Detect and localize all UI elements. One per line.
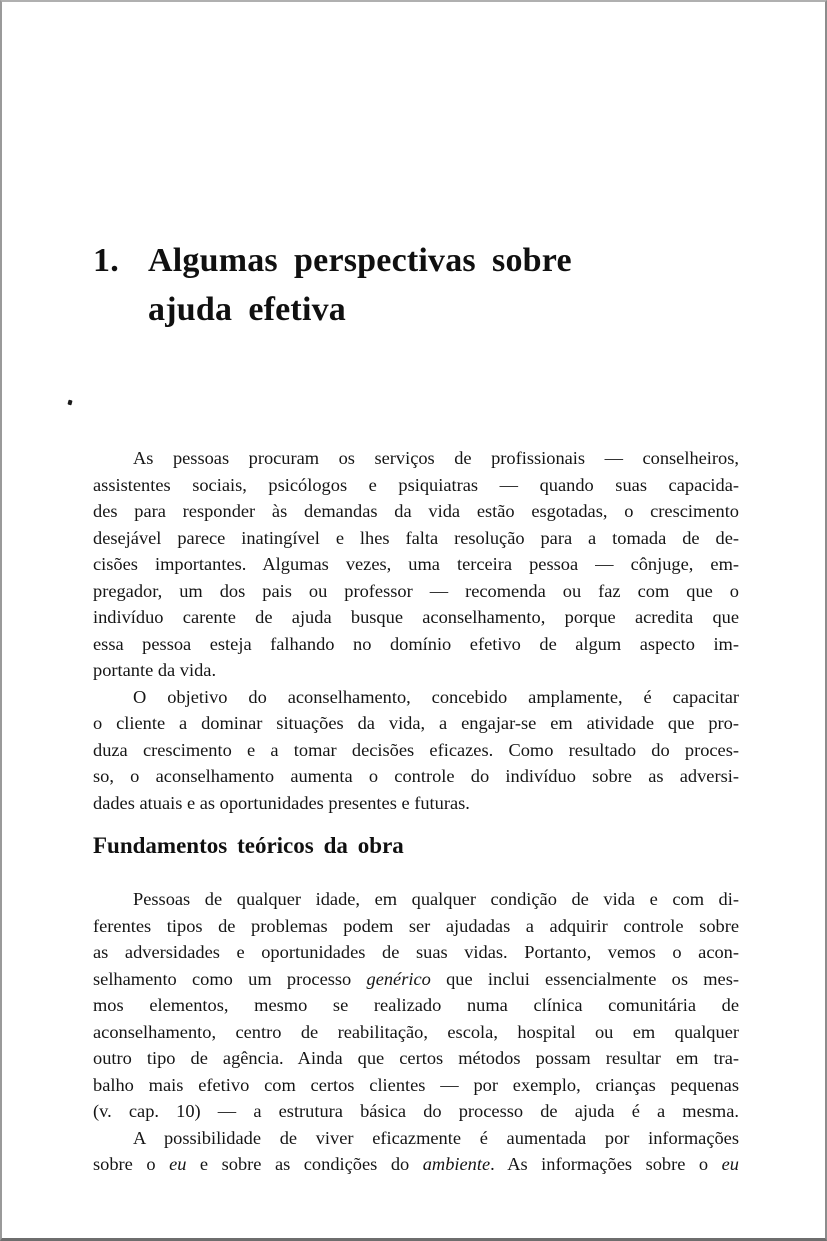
text-line (93, 737, 739, 764)
body-block-fundamentos (93, 886, 739, 1178)
paragraph (93, 1125, 739, 1178)
text-line (93, 631, 739, 658)
text-line (93, 1098, 739, 1125)
text-line (93, 551, 739, 578)
italic-text-segment: eu (169, 1154, 187, 1174)
text-segment: A possibilidade de viver eficazmente é aumentada por informações (133, 1127, 739, 1148)
text-segment: (v. cap. 10) — a estrutura básica do processo de ajuda é a mesma. (93, 1101, 739, 1121)
text-line (93, 790, 739, 817)
chapter-title-line-2: ajuda efetiva (148, 291, 346, 328)
text-segment: balho mais efetivo com certos clientes — por exemplo, crianças pequenas (93, 1074, 739, 1095)
text-segment: indivíduo carente de ajuda busque aconselhamento, porque acredita que (93, 607, 739, 627)
text-segment: mos elementos, mesmo se realizado numa clínica comunitária de (93, 995, 739, 1015)
text-segment: ferentes tipos de problemas podem ser ajudadas a adquirir controle sobre (93, 915, 739, 936)
section-heading: Fundamentos teóricos da obra (93, 833, 404, 858)
text-segment: O objetivo do aconselhamento, concebido amplamente, é capacitar (133, 686, 739, 707)
text-line (93, 710, 739, 737)
text-segment: portante da vida. (93, 660, 217, 680)
text-segment: as adversidades e oportunidades de suas vidas. Portanto, vemos o acon- (93, 942, 739, 962)
text-line (93, 939, 739, 966)
text-line (93, 578, 739, 605)
text-line (93, 525, 739, 552)
text-segment: selhamento como um processo (93, 968, 367, 989)
text-line (93, 445, 739, 472)
text-line (93, 913, 739, 940)
text-line (93, 763, 739, 790)
paragraph (93, 445, 739, 684)
text-line (93, 684, 739, 711)
italic-text-segment: eu (721, 1154, 739, 1174)
chapter-title-line-1: Algumas perspectivas sobre (148, 242, 572, 279)
chapter-title-lines (148, 236, 739, 334)
text-column (93, 2, 739, 1178)
paragraph (93, 886, 739, 1125)
text-line (93, 1151, 739, 1178)
text-line (93, 1125, 739, 1152)
text-segment: o cliente a dominar situações da vida, a engajar-se em atividade que pro- (93, 713, 739, 733)
text-line (93, 498, 739, 525)
ink-speck-artifact (67, 400, 72, 406)
text-segment: essa pessoa esteja falhando no domínio efetivo de algum aspecto im- (93, 633, 739, 654)
text-segment: outro tipo de agência. Ainda que certos métodos possam resultar em tra- (93, 1048, 739, 1068)
text-segment: As pessoas procuram os serviços de profissionais — conselheiros, (133, 448, 739, 468)
text-segment: que inclui essencialmente os mes- (430, 968, 739, 989)
chapter-number: 1. (93, 242, 119, 279)
text-line (93, 1019, 739, 1046)
text-segment: Pessoas de qualquer idade, em qualquer condição de vida e com di- (133, 889, 739, 909)
text-line (93, 604, 739, 631)
paragraph (93, 684, 739, 817)
text-line (93, 1045, 739, 1072)
text-line (93, 657, 739, 684)
chapter-title (93, 236, 739, 334)
text-segment: assistentes sociais, psicólogos e psiquiatras — quando suas capacida- (93, 474, 739, 495)
text-line (93, 886, 739, 913)
text-line (93, 966, 739, 993)
text-line (93, 472, 739, 499)
text-segment: so, o aconselhamento aumenta o controle do indivíduo sobre as adversi- (93, 766, 739, 786)
text-line (93, 1072, 739, 1099)
italic-text-segment: ambiente (422, 1154, 491, 1174)
text-line (93, 992, 739, 1019)
text-segment: pregador, um dos pais ou professor — recomenda ou faz com que o (93, 580, 739, 601)
text-segment: dades atuais e as oportunidades presentes e futuras. (93, 792, 470, 813)
body-block-intro (93, 445, 739, 816)
italic-text-segment: genérico (366, 968, 431, 989)
text-segment: e sobre as condições do (186, 1154, 423, 1174)
text-segment: aconselhamento, centro de reabilitação, escola, hospital ou em qualquer (93, 1021, 739, 1042)
text-segment: sobre o (93, 1154, 170, 1174)
text-segment: des para responder às demandas da vida estão esgotadas, o crescimento (93, 501, 739, 521)
text-segment: cisões importantes. Algumas vezes, uma terceira pessoa — cônjuge, em- (93, 554, 739, 574)
text-segment: duza crescimento e a tomar decisões eficazes. Como resultado do proces- (93, 739, 739, 760)
text-segment: . As informações sobre o (490, 1154, 722, 1174)
text-segment: desejável parece inatingível e lhes falta resolução para a tomada de de- (93, 527, 739, 548)
